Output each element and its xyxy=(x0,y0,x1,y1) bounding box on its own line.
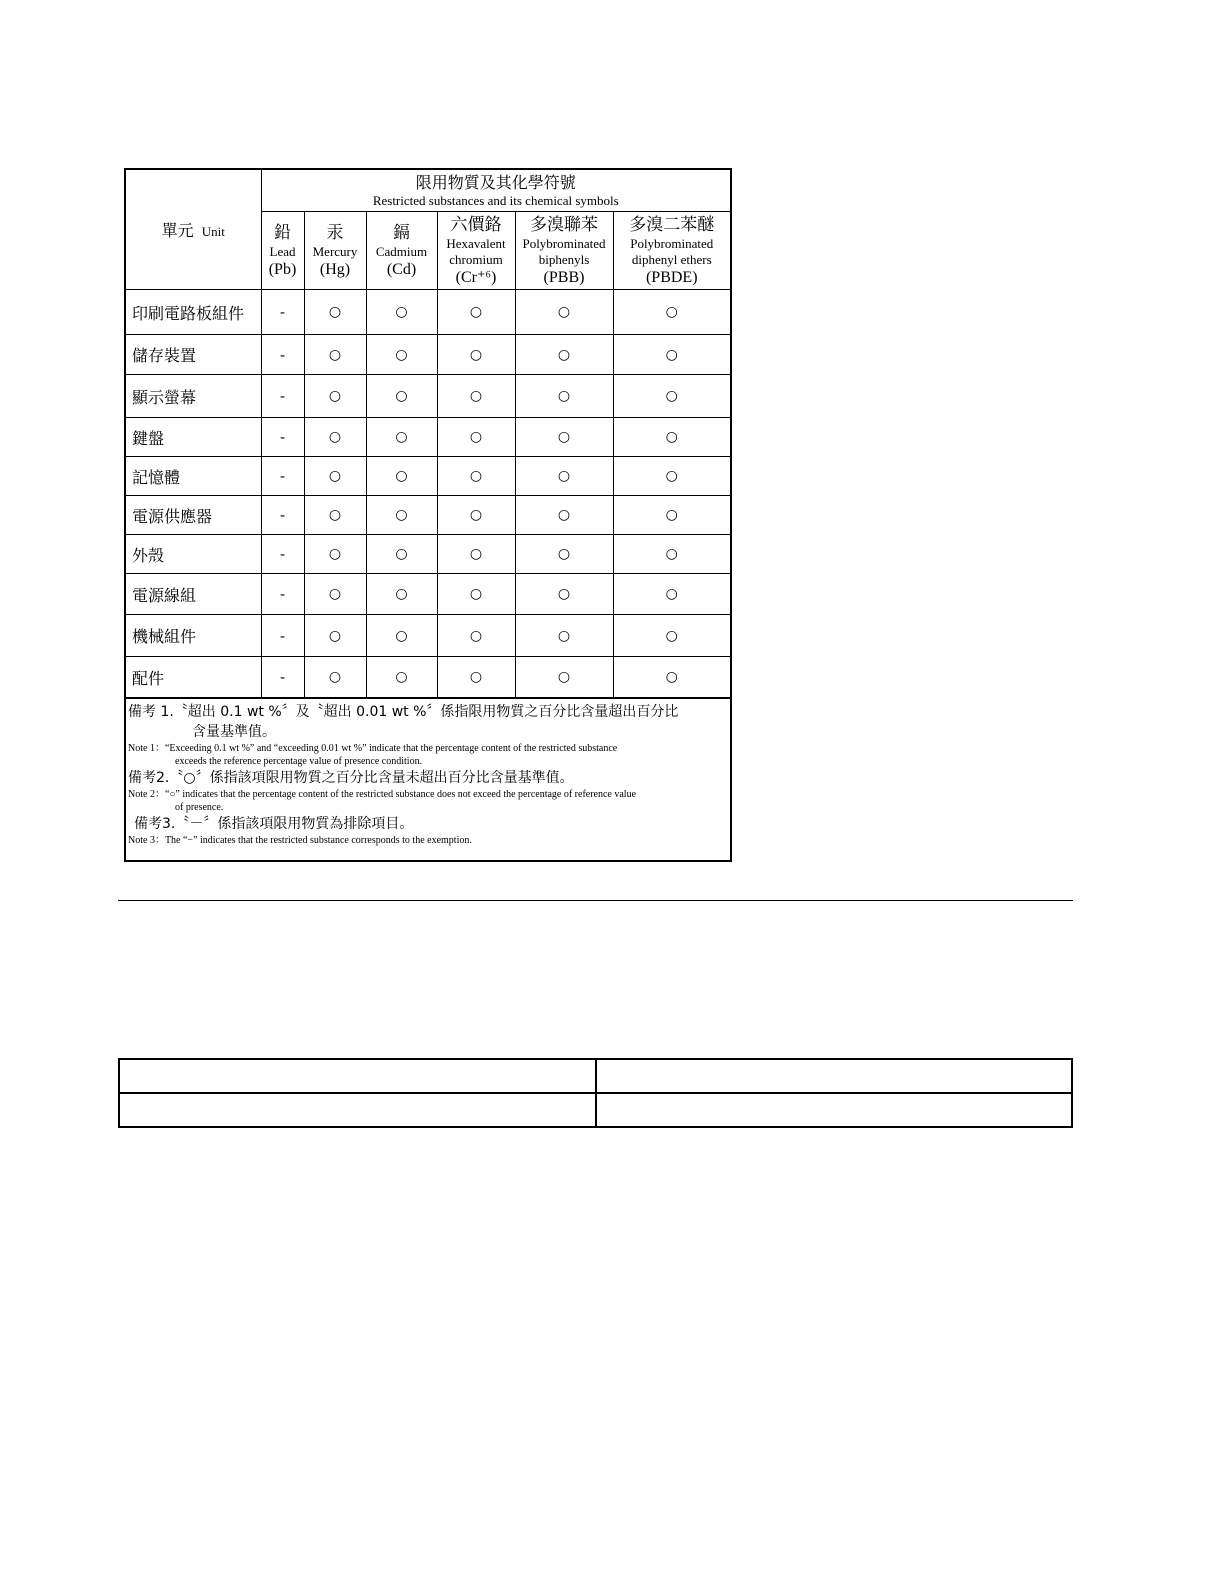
value-cell: ○ xyxy=(366,496,437,535)
substance-en: Hexavalent xyxy=(446,236,506,251)
value-cell: - xyxy=(261,375,304,418)
value-cell: - xyxy=(261,535,304,574)
substance-en: Cadmium xyxy=(375,244,428,259)
restricted-substances-table xyxy=(126,170,730,698)
unit-label: 顯示螢幕 xyxy=(126,375,261,418)
value-cell: - xyxy=(261,335,304,375)
unit-header xyxy=(126,170,261,290)
substance-en: Mercury xyxy=(312,244,358,259)
value-cell: - xyxy=(261,418,304,457)
table-row xyxy=(126,535,730,574)
value-cell: ○ xyxy=(304,335,366,375)
value-cell: - xyxy=(261,657,304,698)
value-cell: ○ xyxy=(437,290,515,335)
value-cell: ○ xyxy=(304,535,366,574)
substance-zh: 六價鉻 xyxy=(450,215,502,235)
substance-header-2 xyxy=(366,212,437,290)
empty-cell xyxy=(596,1093,1073,1127)
value-cell: ○ xyxy=(366,290,437,335)
value-cell: ○ xyxy=(515,290,613,335)
substance-header-3 xyxy=(437,212,515,290)
empty-cell xyxy=(119,1093,596,1127)
value-cell: ○ xyxy=(437,457,515,496)
substance-en: Lead xyxy=(269,244,296,259)
value-cell: ○ xyxy=(437,418,515,457)
value-cell: ○ xyxy=(304,615,366,657)
table-row xyxy=(126,457,730,496)
note2-en-line2: of presence. xyxy=(175,802,224,813)
value-cell: ○ xyxy=(366,615,437,657)
substance-header-0 xyxy=(261,212,304,290)
substance-zh: 汞 xyxy=(326,223,344,243)
note3-zh: 備考3.〝－〞係指該項限用物質為排除項目。 xyxy=(134,816,414,832)
value-cell: ○ xyxy=(515,535,613,574)
note1-en-line2: exceeds the reference percentage value of presence condition. xyxy=(175,756,423,767)
value-cell: ○ xyxy=(366,375,437,418)
table-row xyxy=(126,574,730,615)
value-cell: - xyxy=(261,574,304,615)
substance-zh: 多溴二苯醚 xyxy=(629,215,715,235)
value-cell: ○ xyxy=(304,457,366,496)
note3-en: Note 3：The “−” indicates that the restricted substance corresponds to the exemption. xyxy=(128,835,472,846)
note1-en-line1: Note 1：“Exceeding 0.1 wt %” and “exceeding 0.01 wt %” indicate that the percentage content of the restricted substance xyxy=(128,743,618,754)
unit-label: 配件 xyxy=(126,657,261,698)
table-row xyxy=(126,290,730,335)
unit-label: 機械組件 xyxy=(126,615,261,657)
value-cell: - xyxy=(261,615,304,657)
value-cell: ○ xyxy=(304,418,366,457)
substance-header-4 xyxy=(515,212,613,290)
value-cell: ○ xyxy=(515,335,613,375)
unit-label: 外殼 xyxy=(126,535,261,574)
value-cell: ○ xyxy=(304,375,366,418)
substance-symbol: (PBB) xyxy=(543,269,585,286)
unit-label: 記憶體 xyxy=(126,457,261,496)
substance-symbol: (Hg) xyxy=(319,261,351,278)
substances-title xyxy=(261,170,730,212)
notes-section xyxy=(126,698,730,847)
substances-title-zh: 限用物質及其化學符號 xyxy=(415,172,576,192)
value-cell: ○ xyxy=(437,574,515,615)
empty-cell xyxy=(596,1059,1073,1093)
unit-label: 電源線組 xyxy=(126,574,261,615)
value-cell: ○ xyxy=(515,418,613,457)
substance-zh: 多溴聯苯 xyxy=(530,215,598,235)
horizontal-divider xyxy=(118,900,1073,901)
table-row xyxy=(126,657,730,698)
empty-cell xyxy=(119,1059,596,1093)
value-cell: ○ xyxy=(515,615,613,657)
value-cell: ○ xyxy=(366,657,437,698)
value-cell: ○ xyxy=(366,335,437,375)
value-cell: ○ xyxy=(366,535,437,574)
table-row xyxy=(126,615,730,657)
value-cell: ○ xyxy=(515,496,613,535)
substances-title-en: Restricted substances and its chemical symbols xyxy=(372,192,619,208)
value-cell: ○ xyxy=(366,457,437,496)
value-cell: ○ xyxy=(613,615,730,657)
table-row xyxy=(126,335,730,375)
value-cell: ○ xyxy=(515,657,613,698)
unit-label: 儲存裝置 xyxy=(126,335,261,375)
unit-label: 電源供應器 xyxy=(126,496,261,535)
value-cell: ○ xyxy=(366,418,437,457)
note1-zh-line1: 備考 1.〝超出 0.1 wt %〞及〝超出 0.01 wt %〞係指限用物質之百分比含量超出百分比 xyxy=(128,704,679,720)
value-cell: ○ xyxy=(437,657,515,698)
value-cell: ○ xyxy=(613,290,730,335)
value-cell: ○ xyxy=(613,418,730,457)
substance-symbol: (Cr⁺⁶) xyxy=(455,269,497,286)
substance-symbol: (Cd) xyxy=(386,261,417,278)
value-cell: ○ xyxy=(613,457,730,496)
table-row xyxy=(126,375,730,418)
note2-zh: 備考2.〝○〞係指該項限用物質之百分比含量未超出百分比含量基準值。 xyxy=(128,770,574,786)
value-cell: ○ xyxy=(304,290,366,335)
rohs-table-frame xyxy=(124,168,732,862)
value-cell: ○ xyxy=(437,615,515,657)
substance-zh: 鎘 xyxy=(393,223,410,243)
value-cell: ○ xyxy=(613,657,730,698)
empty-table xyxy=(118,1058,1073,1128)
substance-en2: chromium xyxy=(449,252,503,267)
table-row xyxy=(126,496,730,535)
value-cell: ○ xyxy=(437,335,515,375)
substance-header-1 xyxy=(304,212,366,290)
substance-symbol: (Pb) xyxy=(268,261,297,278)
value-cell: ○ xyxy=(613,335,730,375)
value-cell: ○ xyxy=(515,574,613,615)
value-cell: - xyxy=(261,290,304,335)
value-cell: ○ xyxy=(437,496,515,535)
value-cell: ○ xyxy=(613,574,730,615)
note2-en-line1: Note 2：“○” indicates that the percentage content of the restricted substance does not exceed the percentage of reference value xyxy=(128,789,637,800)
value-cell: ○ xyxy=(613,496,730,535)
value-cell: ○ xyxy=(437,535,515,574)
value-cell: ○ xyxy=(366,574,437,615)
substance-header-5 xyxy=(613,212,730,290)
substance-en: Polybrominated xyxy=(630,236,714,251)
value-cell: ○ xyxy=(304,657,366,698)
value-cell: ○ xyxy=(613,535,730,574)
substance-zh: 鉛 xyxy=(274,223,291,243)
value-cell: ○ xyxy=(613,375,730,418)
substance-en2: diphenyl ethers xyxy=(631,252,712,267)
value-cell: - xyxy=(261,457,304,496)
substance-en2: biphenyls xyxy=(538,252,590,267)
substance-symbol: (PBDE) xyxy=(645,269,698,286)
substance-en: Polybrominated xyxy=(522,236,606,251)
value-cell: ○ xyxy=(304,574,366,615)
unit-header-en: Unit xyxy=(201,224,225,239)
value-cell: ○ xyxy=(437,375,515,418)
unit-label: 印刷電路板組件 xyxy=(126,290,261,335)
value-cell: - xyxy=(261,496,304,535)
unit-label: 鍵盤 xyxy=(126,418,261,457)
note1-zh-line2: 含量基準值。 xyxy=(192,724,276,740)
table-row xyxy=(126,418,730,457)
value-cell: ○ xyxy=(515,457,613,496)
value-cell: ○ xyxy=(515,375,613,418)
unit-header-zh: 單元 xyxy=(161,221,194,240)
value-cell: ○ xyxy=(304,496,366,535)
